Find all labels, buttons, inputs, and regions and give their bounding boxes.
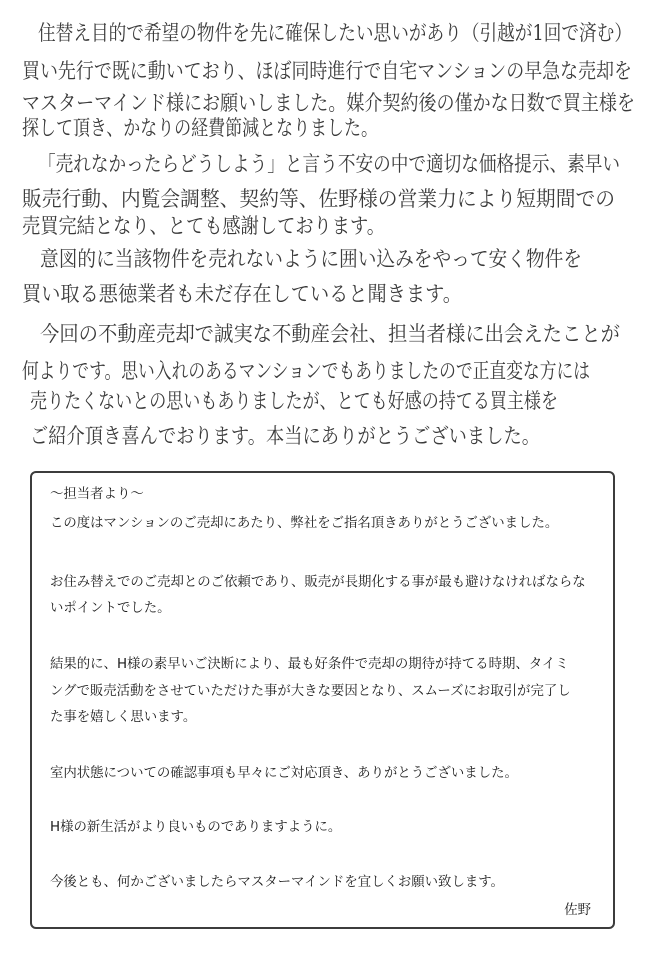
handwritten-line: 買い先行で既に動いており、ほぼ同時進行で自宅マンションの早急な売却を [22, 59, 632, 83]
staff-signature: 佐野 [564, 903, 591, 918]
staff-message-heading: ～担当者より～ [50, 487, 144, 502]
handwritten-line: 買い取る悪徳業者も未だ存在していると聞きます。 [22, 282, 462, 306]
staff-message-box [30, 471, 615, 929]
handwritten-line: 「売れなかったらどうしよう」と言う不安の中で適切な価格提示、素早い [38, 152, 620, 176]
handwritten-line: 売りたくないとの思いもありましたが、とても好感の持てる買主様を [30, 389, 558, 413]
handwritten-line: 販売行動、内覧会調整、契約等、佐野様の営業力により短期間での [22, 187, 615, 211]
handwritten-line: 住替え目的で希望の物件を先に確保したい思いがあり（引越が1回で済む） [38, 21, 632, 45]
handwritten-line: 売買完結となり、とても感謝しております。 [22, 214, 385, 238]
staff-message-line: 今後とも、何かございましたらマスターマインドを宜しくお願い致します。 [50, 875, 504, 890]
staff-message-line: いポイントでした。 [50, 601, 171, 616]
handwritten-line: ご紹介頂き喜んでおります。本当にありがとうございました。 [30, 424, 540, 448]
staff-message-line: お住み替えでのご売却とのご依頼であり、販売が長期化する事が最も避けなければならな [50, 575, 586, 590]
handwritten-line: 何よりです。思い入れのあるマンションでもありましたので正直変な方には [22, 359, 590, 383]
staff-message-line: た事を嬉しく思います。 [50, 710, 197, 725]
staff-message-line: H様の新生活がより良いものでありますように。 [50, 820, 342, 835]
handwritten-letter [0, 0, 658, 460]
handwritten-line: 意図的に当該物件を売れないように囲い込みをやって安く物件を [40, 247, 582, 271]
handwritten-line: マスターマインド様にお願いしました。媒介契約後の僅かな日数で買主様を [22, 91, 635, 115]
staff-message-line: ングで販売活動をさせていただけた事が大きな要因となり、スムーズにお取引が完了し [50, 684, 571, 699]
staff-message-line: 室内状態についての確認事項も早々にご対応頂き、ありがとうございました。 [50, 766, 518, 781]
staff-message-line: 結果的に、H様の素早いご決断により、最も好条件で売却の期待が持てる時期、タイミ [50, 657, 569, 672]
staff-message-line: この度はマンションのご売却にあたり、弊社をご指名頂きありがとうございました。 [50, 516, 559, 531]
handwritten-line: 今回の不動産売却で誠実な不動産会社、担当者様に出会えたことが [40, 322, 620, 346]
handwritten-line: 探して頂き、かなりの経費節減となりました。 [22, 116, 378, 140]
